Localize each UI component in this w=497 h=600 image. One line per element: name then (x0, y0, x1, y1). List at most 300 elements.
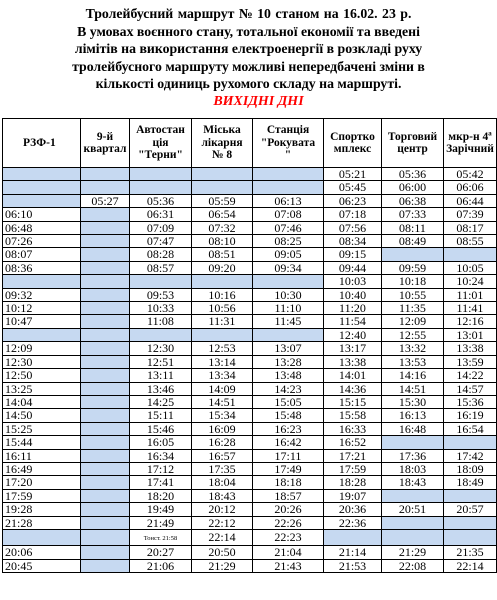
table-cell (382, 449, 444, 462)
time-value: 17:41 (146, 475, 175, 490)
table-cell (382, 355, 444, 368)
table-cell (253, 235, 324, 248)
table-cell (444, 516, 497, 529)
time-value: 13:59 (456, 355, 484, 369)
column-header (324, 119, 382, 168)
time-value: 13:46 (146, 382, 175, 396)
table-cell (253, 168, 324, 181)
table-cell (444, 194, 497, 207)
table-body (3, 168, 497, 573)
time-value: 10:12 (5, 301, 33, 315)
table-cell (130, 355, 192, 368)
time-value: 16:33 (338, 422, 367, 436)
time-value: 05:27 (91, 194, 119, 208)
table-cell (192, 559, 253, 572)
column-header (81, 119, 130, 168)
table-cell (192, 476, 253, 489)
time-value: 10:03 (338, 274, 367, 289)
table-cell (444, 529, 497, 545)
table-cell (130, 208, 192, 221)
table-row (3, 369, 497, 382)
table-cell (192, 462, 253, 475)
table-cell (192, 355, 253, 368)
time-value: 17:20 (5, 475, 33, 490)
time-value: 14:01 (338, 368, 367, 382)
time-value: 18:04 (208, 475, 236, 490)
table-cell (3, 355, 81, 368)
table-cell (81, 235, 130, 248)
time-value: 06:00 (398, 180, 427, 195)
table-cell (130, 529, 192, 545)
time-value: 06:54 (208, 207, 236, 222)
table-row (3, 194, 497, 207)
time-value: 13:28 (274, 355, 302, 369)
table-cell (324, 436, 382, 449)
time-value: 06:44 (456, 194, 484, 208)
time-value: 20:36 (338, 502, 367, 517)
table-cell (253, 369, 324, 382)
time-value: 08:10 (208, 234, 236, 248)
table-cell (192, 181, 253, 194)
table-cell (382, 516, 444, 529)
table-cell (444, 436, 497, 449)
table-cell (81, 422, 130, 435)
time-value: 18:57 (274, 489, 302, 503)
column-header-part: " (284, 149, 292, 162)
table-cell (81, 302, 130, 315)
table-cell (81, 489, 130, 502)
time-value: 17:35 (208, 462, 236, 476)
table-cell (253, 315, 324, 328)
table-cell (3, 369, 81, 382)
time-value: 14:50 (5, 408, 33, 423)
table-cell (130, 235, 192, 248)
time-value: 08:49 (398, 234, 427, 248)
table-cell (324, 422, 382, 435)
table-cell (3, 248, 81, 261)
time-value: 11:31 (208, 314, 236, 329)
time-value: 12:09 (5, 341, 33, 356)
time-value: 21:35 (456, 545, 484, 560)
table-cell (130, 369, 192, 382)
table-cell (444, 328, 497, 341)
table-cell (324, 194, 382, 207)
column-header (192, 119, 253, 168)
table-cell (324, 168, 382, 181)
table-cell (324, 559, 382, 572)
time-value: 05:21 (338, 167, 367, 181)
time-value: 16:11 (5, 449, 32, 463)
time-value: 11:54 (339, 314, 366, 329)
column-header (444, 119, 497, 168)
time-value: 10:16 (208, 288, 236, 302)
time-value: 21:49 (146, 516, 175, 530)
table-cell (253, 221, 324, 234)
table-cell (324, 208, 382, 221)
table-cell (324, 315, 382, 328)
table-cell (324, 302, 382, 315)
table-row (3, 275, 497, 288)
table-cell (3, 436, 81, 449)
time-value: 14:04 (5, 395, 33, 409)
time-value: 09:44 (338, 261, 367, 275)
time-value: 05:59 (208, 194, 236, 208)
column-header-part: квартал (83, 143, 127, 155)
header-line-notice-2: лімітів на використання електроенергії в розкладі руху (74, 41, 423, 57)
table-row (3, 342, 497, 355)
table-cell (81, 369, 130, 382)
table-cell (3, 529, 81, 545)
table-cell (253, 181, 324, 194)
table-cell (324, 382, 382, 395)
table-cell (324, 369, 382, 382)
time-value: 10:30 (274, 288, 302, 302)
table-cell (81, 395, 130, 408)
time-value: 13:53 (398, 355, 427, 369)
time-value: 14:23 (274, 382, 302, 396)
table-cell (324, 462, 382, 475)
table-row (3, 436, 497, 449)
time-value: 15:25 (5, 422, 33, 436)
time-value: 13:14 (208, 355, 236, 369)
column-header-part: мплекс (333, 143, 372, 155)
time-value: 11:35 (399, 301, 426, 315)
table-cell (253, 436, 324, 449)
time-value: 16:23 (274, 422, 302, 436)
table-cell (3, 221, 81, 234)
table-cell (382, 489, 444, 502)
time-value: 21:06 (146, 559, 175, 573)
time-value: 20:51 (398, 502, 427, 517)
table-cell (192, 261, 253, 274)
time-value: 06:13 (274, 194, 302, 208)
header-line-notice-4: кількості одиниць рухомого складу на маршруті. (95, 76, 402, 92)
time-value: 20:57 (456, 502, 484, 517)
time-value: 07:47 (146, 234, 175, 248)
table-cell (253, 288, 324, 301)
table-cell (324, 546, 382, 559)
table-cell (444, 221, 497, 234)
column-header-part: Міська (203, 124, 241, 137)
table-cell (3, 559, 81, 572)
table-cell (3, 168, 81, 181)
time-value: 20:06 (5, 545, 33, 560)
table-cell (81, 516, 130, 529)
time-value: 08:07 (5, 247, 33, 262)
time-value: 16:19 (456, 408, 484, 423)
time-value: 19:28 (5, 502, 33, 517)
time-value: 08:36 (5, 261, 33, 275)
column-header-part: "Терни" (138, 149, 183, 162)
table-cell (130, 489, 192, 502)
table-cell (382, 275, 444, 288)
column-header-part: 9-й (96, 130, 114, 143)
table-cell (444, 546, 497, 559)
table-cell (253, 516, 324, 529)
table-cell (81, 248, 130, 261)
time-value: 09:20 (208, 261, 236, 275)
table-cell (3, 315, 81, 328)
column-header-part: РЗФ-1 (23, 136, 56, 149)
column-header (3, 119, 81, 168)
table-cell (81, 181, 130, 194)
table-cell (382, 261, 444, 274)
table-cell (253, 409, 324, 422)
table-cell (253, 261, 324, 274)
table-cell (81, 342, 130, 355)
table-cell (192, 221, 253, 234)
time-value: 10:05 (456, 261, 484, 275)
time-value: 08:17 (456, 221, 484, 235)
time-value: 10:56 (208, 301, 236, 315)
table-cell (253, 476, 324, 489)
time-value: 16:09 (208, 422, 236, 436)
table-cell (253, 559, 324, 572)
table-cell (3, 342, 81, 355)
table-cell (192, 315, 253, 328)
time-value: 06:31 (146, 207, 175, 222)
column-header-part: Станція (266, 124, 310, 137)
time-value: 12:40 (338, 328, 367, 342)
table-cell (444, 288, 497, 301)
time-value: 07:08 (274, 207, 302, 222)
table-cell (130, 302, 192, 315)
time-value: 07:39 (456, 207, 484, 222)
table-cell (253, 194, 324, 207)
table-cell (444, 462, 497, 475)
table-cell (192, 546, 253, 559)
table-cell (3, 261, 81, 274)
time-value: 11:08 (147, 314, 174, 329)
time-value: 05:36 (398, 167, 427, 181)
table-cell (192, 422, 253, 435)
table-cell (130, 422, 192, 435)
column-header-part: "Рокувата (260, 136, 316, 149)
table-cell (382, 302, 444, 315)
column-header-part: ція (152, 136, 169, 149)
time-value: 13:01 (456, 328, 484, 342)
table-cell (192, 395, 253, 408)
table-cell (192, 436, 253, 449)
table-cell (382, 168, 444, 181)
time-value: 18:49 (456, 475, 484, 490)
table-cell (444, 235, 497, 248)
time-value: 09:05 (274, 247, 302, 262)
time-value: 20:50 (208, 545, 236, 560)
table-cell (324, 181, 382, 194)
column-header-part: Спортко (330, 130, 375, 143)
time-value: 21:53 (338, 559, 367, 573)
table-row (3, 559, 497, 572)
time-value: 11:10 (274, 301, 302, 315)
time-value: 22:08 (398, 559, 427, 573)
table-row (3, 315, 497, 328)
time-value: 10:33 (146, 301, 175, 315)
table-cell (3, 328, 81, 341)
table-cell (253, 248, 324, 261)
time-value: 18:03 (398, 462, 427, 476)
table-cell (192, 168, 253, 181)
time-value: 17:42 (456, 449, 484, 463)
table-row (3, 248, 497, 261)
table-row (3, 409, 497, 422)
table-cell (81, 559, 130, 572)
time-value: 13:38 (456, 341, 484, 356)
time-value: 20:26 (274, 502, 302, 517)
table-cell (192, 235, 253, 248)
time-value: 10:55 (398, 288, 427, 302)
time-value: 12:16 (456, 314, 484, 329)
time-value: 10:18 (398, 274, 427, 289)
table-cell (253, 395, 324, 408)
table-cell (324, 342, 382, 355)
table-cell (192, 503, 253, 516)
time-value: 16:28 (208, 435, 236, 450)
time-value: 08:51 (208, 247, 236, 262)
time-value: 07:09 (146, 221, 175, 235)
table-cell (382, 194, 444, 207)
table-cell (324, 529, 382, 545)
time-value: 17:59 (338, 462, 367, 476)
table-cell (324, 235, 382, 248)
time-value: 19:07 (338, 489, 367, 503)
time-value: 16:57 (208, 449, 236, 463)
time-value: 18:09 (456, 462, 484, 476)
table-row (3, 529, 497, 545)
time-value: 16:48 (398, 422, 427, 436)
table-cell (324, 221, 382, 234)
table-cell (192, 409, 253, 422)
time-value: 05:36 (146, 194, 175, 208)
table-cell (192, 275, 253, 288)
table-row (3, 355, 497, 368)
time-value: 13:11 (147, 368, 174, 382)
header-line-notice-3: тролейбусного маршруту можливі непередбачені зміни в (72, 58, 425, 74)
column-header-part: Зарічний (446, 143, 494, 155)
table-cell (130, 559, 192, 572)
table-cell (382, 436, 444, 449)
column-header (382, 119, 444, 168)
table-cell (81, 546, 130, 559)
table-cell (81, 288, 130, 301)
table-cell (444, 181, 497, 194)
time-value: 08:11 (399, 221, 426, 235)
time-value: 15:36 (456, 395, 484, 409)
time-value: 08:28 (146, 247, 175, 262)
table-cell (81, 462, 130, 475)
table-cell (130, 382, 192, 395)
table-cell (444, 409, 497, 422)
column-header (253, 119, 324, 168)
column-header-part: центр (397, 143, 428, 155)
time-value: 13:07 (274, 341, 302, 356)
time-value: 18:20 (146, 489, 175, 503)
table-cell (3, 395, 81, 408)
table-row (3, 462, 497, 475)
time-value: 08:57 (146, 261, 175, 275)
time-value: 12:53 (208, 341, 236, 356)
table-cell (130, 168, 192, 181)
time-value: 21:28 (5, 516, 33, 530)
table-cell (81, 208, 130, 221)
time-value: 15:30 (398, 395, 427, 409)
table-cell (382, 328, 444, 341)
time-value: 20:27 (146, 545, 175, 560)
table-cell (444, 369, 497, 382)
table-row (3, 476, 497, 489)
time-value: 22:12 (208, 516, 236, 530)
time-value: 14:57 (456, 382, 484, 396)
time-value: 10:47 (5, 314, 33, 329)
table-row (3, 449, 497, 462)
table-cell (130, 194, 192, 207)
table-cell (382, 221, 444, 234)
table-cell (444, 248, 497, 261)
time-value: 15:48 (274, 408, 302, 423)
table-cell (444, 476, 497, 489)
time-value: 18:43 (398, 475, 427, 490)
time-value: 12:55 (398, 328, 427, 342)
time-value: 09:15 (338, 247, 367, 262)
table-row (3, 489, 497, 502)
column-header-part: Автостан (136, 124, 185, 137)
time-value: 13:25 (5, 382, 33, 396)
time-value: 21:04 (274, 545, 302, 560)
time-value: 13:48 (274, 368, 302, 382)
table-row (3, 261, 497, 274)
column-header-part: Торговий (387, 130, 438, 143)
table-cell (444, 382, 497, 395)
column-header-part: лікарня (201, 136, 243, 149)
table-cell (324, 395, 382, 408)
column-header-part: № 8 (211, 149, 233, 162)
table-cell (130, 261, 192, 274)
table-row (3, 516, 497, 529)
table-row (3, 395, 497, 408)
table-row (3, 503, 497, 516)
table-cell (81, 275, 130, 288)
time-value: 07:32 (208, 221, 236, 235)
table-cell (130, 248, 192, 261)
table-row (3, 208, 497, 221)
table-cell (324, 288, 382, 301)
table-cell (444, 261, 497, 274)
time-value: 07:18 (338, 207, 367, 222)
table-cell (3, 409, 81, 422)
time-value: 18:43 (208, 489, 236, 503)
time-value: 18:28 (338, 475, 367, 490)
table-cell (382, 476, 444, 489)
table-cell (324, 261, 382, 274)
time-value: 15:58 (338, 408, 367, 423)
time-value: 14:16 (398, 368, 427, 382)
table-cell (444, 315, 497, 328)
table-cell (130, 409, 192, 422)
table-cell (253, 342, 324, 355)
table-cell (382, 559, 444, 572)
table-cell (382, 208, 444, 221)
day-type-title: ВИХІДНІ ДНІ (213, 93, 304, 109)
timetable (2, 118, 497, 573)
time-value: 07:46 (274, 221, 302, 235)
table-cell (81, 449, 130, 462)
table-cell (253, 503, 324, 516)
table-cell (253, 328, 324, 341)
table-cell (253, 302, 324, 315)
table-cell (192, 328, 253, 341)
table-cell (382, 235, 444, 248)
table-cell (444, 449, 497, 462)
